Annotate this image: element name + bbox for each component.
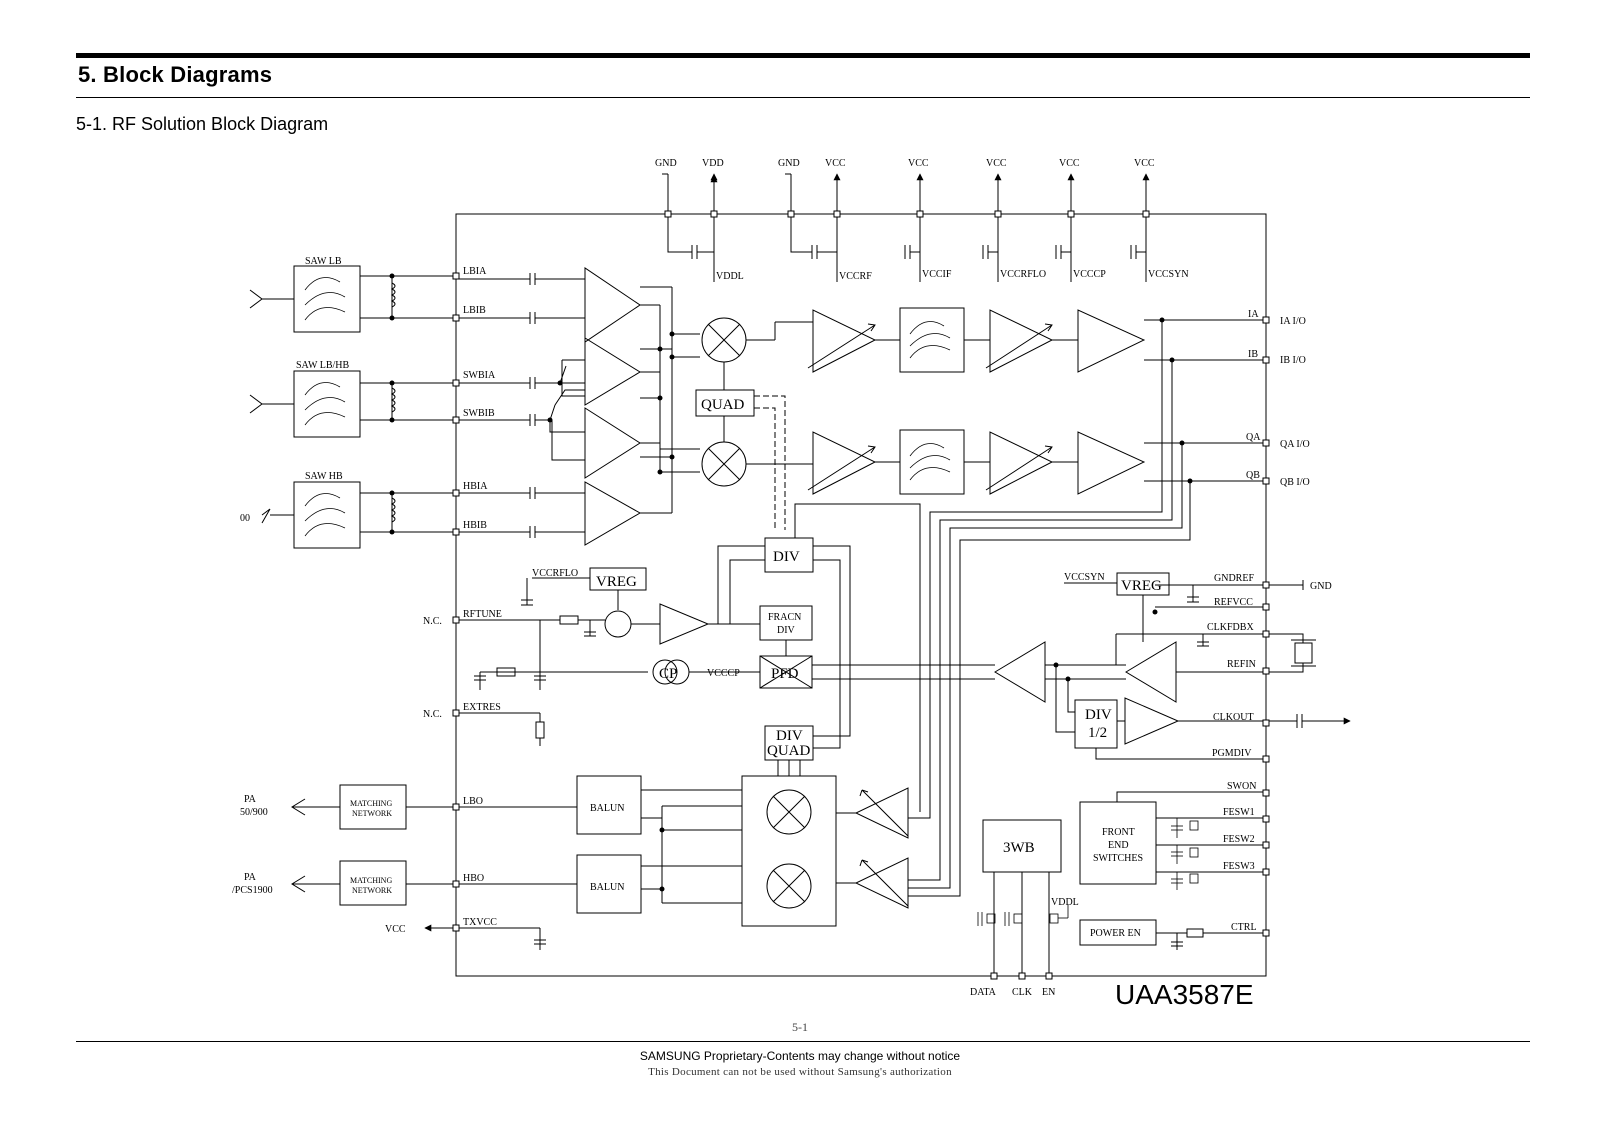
saw-lb-label: SAW LB <box>305 256 342 267</box>
top-label-vdd: VDD <box>702 158 724 169</box>
pin-qb: QB <box>1246 470 1260 481</box>
saw-hb <box>294 482 360 548</box>
saw-lbhb-label: SAW LB/HB <box>296 360 350 371</box>
pin-refvcc: REFVCC <box>1214 597 1253 608</box>
matching-1-line1: MATCHING <box>350 799 393 808</box>
pin-qa: QA <box>1246 432 1261 443</box>
vco-buffer <box>660 604 708 644</box>
io-ia: IA I/O <box>1280 316 1306 327</box>
fracn-div-label: DIV <box>777 625 795 636</box>
rail-vccsyn: VCCSYN <box>1148 269 1189 280</box>
vreg-right-supply-label: VCCSYN <box>1064 572 1105 583</box>
tx-amp-2 <box>856 858 908 908</box>
pin-swbib: SWBIB <box>463 408 495 419</box>
pin-clkfdbx: CLKFDBX <box>1207 622 1254 633</box>
lna-2 <box>585 338 640 405</box>
pin-pgmdiv: PGMDIV <box>1212 748 1252 759</box>
footer-notice: SAMSUNG Proprietary-Contents may change without notice <box>639 1049 961 1063</box>
pin-lbo: LBO <box>463 796 483 807</box>
vddl-small-label: VDDL <box>1051 897 1079 908</box>
matching-2-line1: MATCHING <box>350 876 393 885</box>
if-amp-q3 <box>1078 432 1144 494</box>
div-label: DIV <box>773 549 800 565</box>
pfd-label: PFD <box>771 666 799 682</box>
saw-lbhb <box>294 371 360 437</box>
pa2-line2: /PCS1900 <box>232 885 273 896</box>
top-label-vcc5: VCC <box>1134 158 1155 169</box>
vreg-label: VREG <box>596 574 637 590</box>
pin-ctrl: CTRL <box>1231 922 1257 933</box>
antenna-label: 00 <box>240 513 250 524</box>
clkout-buffer <box>1125 698 1178 744</box>
three-wb-label: 3WB <box>1003 840 1035 856</box>
pin-lbib: LBIB <box>463 305 486 316</box>
if-amp-i2 <box>990 310 1052 372</box>
quad-label: QUAD <box>701 397 745 413</box>
pin-gndref: GNDREF <box>1214 573 1255 584</box>
lna-1 <box>585 268 640 342</box>
pin-extres: EXTRES <box>463 702 501 713</box>
cp-supply-label: VCCCP <box>707 668 740 679</box>
div-quad-line1: DIV <box>776 728 803 744</box>
front-end-line2: END <box>1108 840 1129 851</box>
vreg-supply-label: VCCRFLO <box>532 568 579 579</box>
if-filter-q <box>900 430 964 494</box>
tx-amp-1 <box>856 788 908 838</box>
pa2-line1: PA <box>244 872 256 883</box>
nc-label-2: N.C. <box>423 709 442 720</box>
saw-hb-label: SAW HB <box>305 471 343 482</box>
top-label-vcc1: VCC <box>825 158 846 169</box>
top-label-gnd1: GND <box>655 158 677 169</box>
io-qa: QA I/O <box>1280 439 1310 450</box>
tx-modulator-block <box>742 776 836 926</box>
if-filter-i <box>900 308 964 372</box>
footer-rule <box>76 1041 1530 1042</box>
pin-swon: SWON <box>1227 781 1257 792</box>
matching-2-line2: NETWORK <box>352 886 392 895</box>
pin-rftune: RFTUNE <box>463 609 502 620</box>
vco <box>605 611 631 637</box>
cp-label: CP <box>659 666 678 682</box>
section-title: 5. Block Diagrams <box>78 62 273 87</box>
ref-input-amp <box>1126 642 1176 702</box>
page-number: 5-1 <box>792 1020 808 1034</box>
pa1-line1: PA <box>244 794 256 805</box>
lna-3 <box>585 408 640 478</box>
balun-hb-label: BALUN <box>590 882 625 893</box>
top-label-vcc3: VCC <box>986 158 1007 169</box>
saw-lb <box>294 266 360 332</box>
top-label-gnd2: GND <box>778 158 800 169</box>
if-amp-i1 <box>813 310 875 372</box>
if-amp-i3 <box>1078 310 1144 372</box>
pin-hbib: HBIB <box>463 520 487 531</box>
power-en-label: POWER EN <box>1090 928 1141 939</box>
ref-buffer <box>995 642 1045 702</box>
vreg-right-label: VREG <box>1121 578 1162 594</box>
rail-vccrf: VCCRF <box>839 271 872 282</box>
matching-1-line2: NETWORK <box>352 809 392 818</box>
io-ib: IB I/O <box>1280 355 1306 366</box>
subsection-title: 5-1. RF Solution Block Diagram <box>76 114 329 134</box>
pin-ib: IB <box>1248 349 1258 360</box>
fracn-label: FRACN <box>768 612 802 623</box>
div-half-line1: DIV <box>1085 707 1112 723</box>
front-end-line3: SWITCHES <box>1093 853 1143 864</box>
front-end-line1: FRONT <box>1102 827 1135 838</box>
div-quad-line2: QUAD <box>767 743 811 759</box>
io-gnd: GND <box>1310 581 1332 592</box>
balun-lb-label: BALUN <box>590 803 625 814</box>
rail-vccrflo: VCCRFLO <box>1000 269 1047 280</box>
pin-hbia: HBIA <box>463 481 488 492</box>
pin-fesw3: FESW3 <box>1223 861 1255 872</box>
lna-4 <box>585 482 640 545</box>
rail-vccif: VCCIF <box>922 269 952 280</box>
rail-vddl: VDDL <box>716 271 744 282</box>
pin-txvcc: TXVCC <box>463 917 497 928</box>
pin-refin: REFIN <box>1227 659 1256 670</box>
pin-lbia: LBIA <box>463 266 487 277</box>
vcc-out-label: VCC <box>385 924 406 935</box>
if-amp-q1 <box>813 432 875 494</box>
io-qb: QB I/O <box>1280 477 1310 488</box>
pin-clkout: CLKOUT <box>1213 712 1254 723</box>
pin-swbia: SWBIA <box>463 370 496 381</box>
top-label-vcc4: VCC <box>1059 158 1080 169</box>
chip-name: UAA3587E <box>1115 979 1254 1010</box>
pa1-line2: 50/900 <box>240 807 268 818</box>
pin-fesw1: FESW1 <box>1223 807 1255 818</box>
pin-clk: CLK <box>1012 987 1032 998</box>
rail-vcccp: VCCCP <box>1073 269 1106 280</box>
footer-authorization: This Document can not be used without Samsung's authorization <box>648 1066 952 1078</box>
if-amp-q2 <box>990 432 1052 494</box>
div-half-line2: 1/2 <box>1088 725 1108 741</box>
pin-hbo: HBO <box>463 873 485 884</box>
nc-label-1: N.C. <box>423 616 442 627</box>
pin-data: DATA <box>970 987 996 998</box>
pin-en: EN <box>1042 987 1056 998</box>
pin-fesw2: FESW2 <box>1223 834 1255 845</box>
pin-ia: IA <box>1248 309 1259 320</box>
top-label-vcc2: VCC <box>908 158 929 169</box>
